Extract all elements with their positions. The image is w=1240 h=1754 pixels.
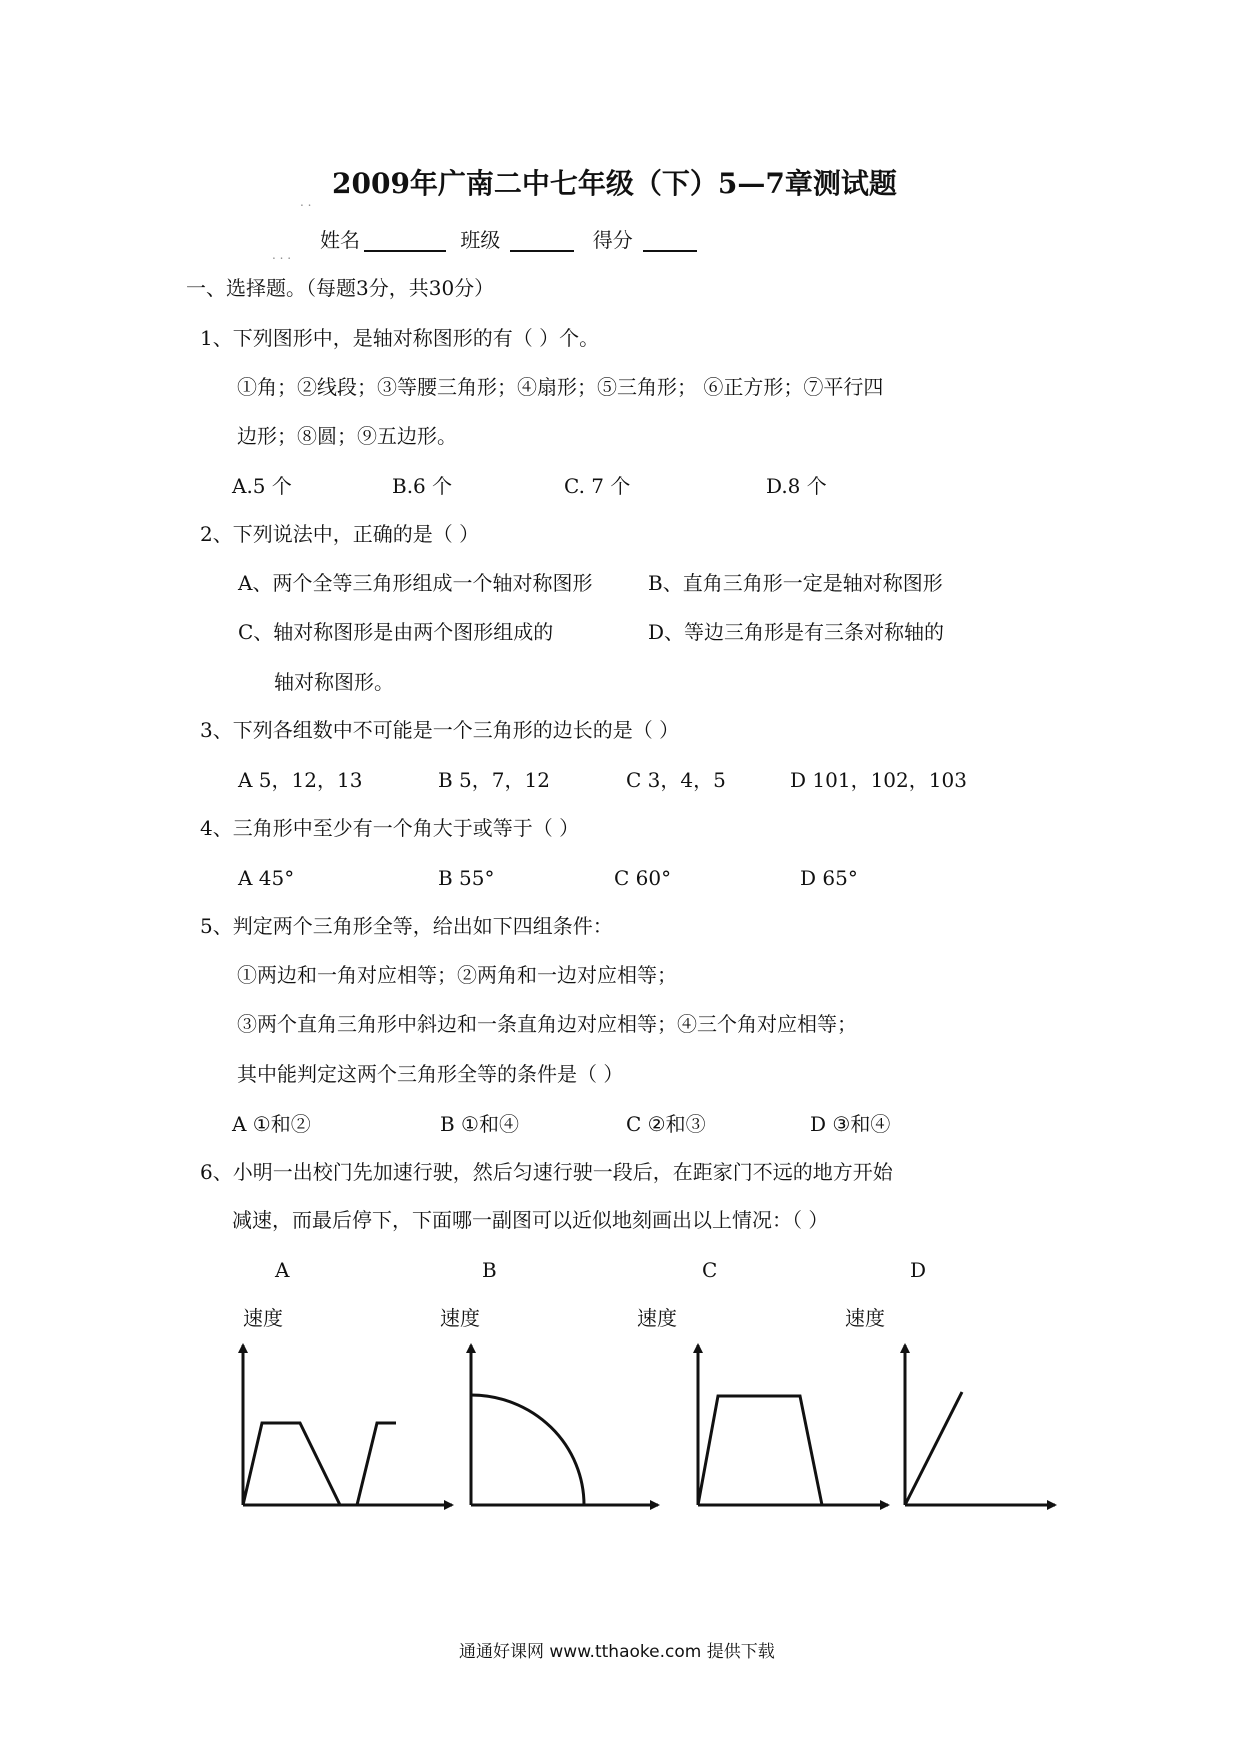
q5-option-c[interactable]: C ②和③ — [626, 1112, 706, 1136]
q5-line2: ③两个直角三角形中斜边和一条直角边对应相等；④三个角对应相等； — [237, 1012, 857, 1036]
info-dots: . . . — [272, 248, 292, 262]
q2-option-d-cont: 轴对称图形。 — [274, 670, 394, 694]
q6-line2: 减速，而最后停下，下面哪一副图可以近似地刻画出以上情况：（ ） — [232, 1208, 829, 1232]
q5-line1: ①两边和一角对应相等；②两角和一边对应相等； — [237, 963, 677, 987]
graph-d — [905, 1345, 1055, 1505]
score-label: 得分 — [592, 228, 633, 252]
q5-option-d[interactable]: D ③和④ — [810, 1112, 891, 1136]
q4-option-b[interactable]: B 55° — [438, 866, 495, 890]
graph-a-ylabel: 速度 — [243, 1306, 283, 1330]
q3-option-a[interactable]: A 5，12，13 — [238, 768, 363, 792]
graph-d-curve — [905, 1392, 962, 1505]
graph-c — [698, 1345, 888, 1505]
q5-stem: 5、判定两个三角形全等，给出如下四组条件： — [200, 914, 613, 938]
graph-a-curve-2 — [357, 1423, 396, 1505]
graph-b-label[interactable]: B — [482, 1258, 497, 1282]
graph-c-curve — [698, 1396, 822, 1505]
q2-stem: 2、下列说法中，正确的是（ ） — [200, 522, 480, 546]
q5-option-b[interactable]: B ①和④ — [440, 1112, 519, 1136]
q1-option-c[interactable]: C. 7 个 — [564, 474, 631, 498]
q3-option-b[interactable]: B 5，7，12 — [438, 768, 550, 792]
graph-b-curve — [471, 1395, 584, 1505]
graph-d-ylabel: 速度 — [845, 1306, 885, 1330]
page-title: 2009年广南二中七年级（下）5—7章测试题 — [332, 167, 897, 200]
class-label: 班级 — [460, 228, 501, 252]
q3-stem: 3、下列各组数中不可能是一个三角形的边长的是（ ） — [200, 718, 680, 742]
q1-line2: 边形；⑧圆；⑨五边形。 — [237, 424, 457, 448]
name-label: 姓名 — [320, 228, 360, 252]
footer-credit: 通通好课网 www.tthaoke.com 提供下载 — [459, 1642, 775, 1662]
q4-option-c[interactable]: C 60° — [614, 866, 672, 890]
graph-a — [243, 1345, 452, 1505]
q1-option-b[interactable]: B.6 个 — [392, 474, 453, 498]
q4-option-a[interactable]: A 45° — [238, 866, 295, 890]
q4-stem: 4、三角形中至少有一个角大于或等于（ ） — [200, 816, 580, 840]
q6-stem: 6、小明一出校门先加速行驶，然后匀速行驶一段后，在距家门不远的地方开始 — [200, 1160, 893, 1184]
graph-c-label[interactable]: C — [702, 1258, 718, 1282]
graph-b-ylabel: 速度 — [440, 1306, 480, 1330]
graph-c-ylabel: 速度 — [637, 1306, 677, 1330]
q1-option-a[interactable]: A.5 个 — [232, 474, 292, 498]
q3-option-c[interactable]: C 3，4，5 — [626, 768, 726, 792]
q5-line3: 其中能判定这两个三角形全等的条件是（ ） — [237, 1062, 624, 1086]
graph-d-label[interactable]: D — [910, 1258, 927, 1282]
graph-b — [471, 1345, 658, 1505]
q3-option-d[interactable]: D 101，102，103 — [790, 768, 967, 792]
q4-option-d[interactable]: D 65° — [800, 866, 858, 890]
q2-option-a[interactable]: A、两个全等三角形组成一个轴对称图形 — [238, 571, 593, 595]
q2-option-c[interactable]: C、轴对称图形是由两个图形组成的 — [238, 620, 554, 644]
graph-a-curve-1 — [243, 1423, 340, 1505]
q5-option-a[interactable]: A ①和② — [232, 1112, 311, 1136]
section-heading: 一、选择题。（每题3分，共30分） — [186, 276, 495, 300]
title-dots: . . — [300, 195, 312, 209]
graph-a-label[interactable]: A — [275, 1258, 290, 1282]
q1-line1: ①角；②线段；③等腰三角形；④扇形；⑤三角形； ⑥正方形；⑦平行四 — [237, 375, 884, 399]
q1-option-d[interactable]: D.8 个 — [766, 474, 827, 498]
q2-option-b[interactable]: B、直角三角形一定是轴对称图形 — [648, 571, 943, 595]
q2-option-d[interactable]: D、等边三角形是有三条对称轴的 — [648, 620, 945, 644]
q1-stem: 1、下列图形中，是轴对称图形的有（ ）个。 — [200, 326, 600, 350]
